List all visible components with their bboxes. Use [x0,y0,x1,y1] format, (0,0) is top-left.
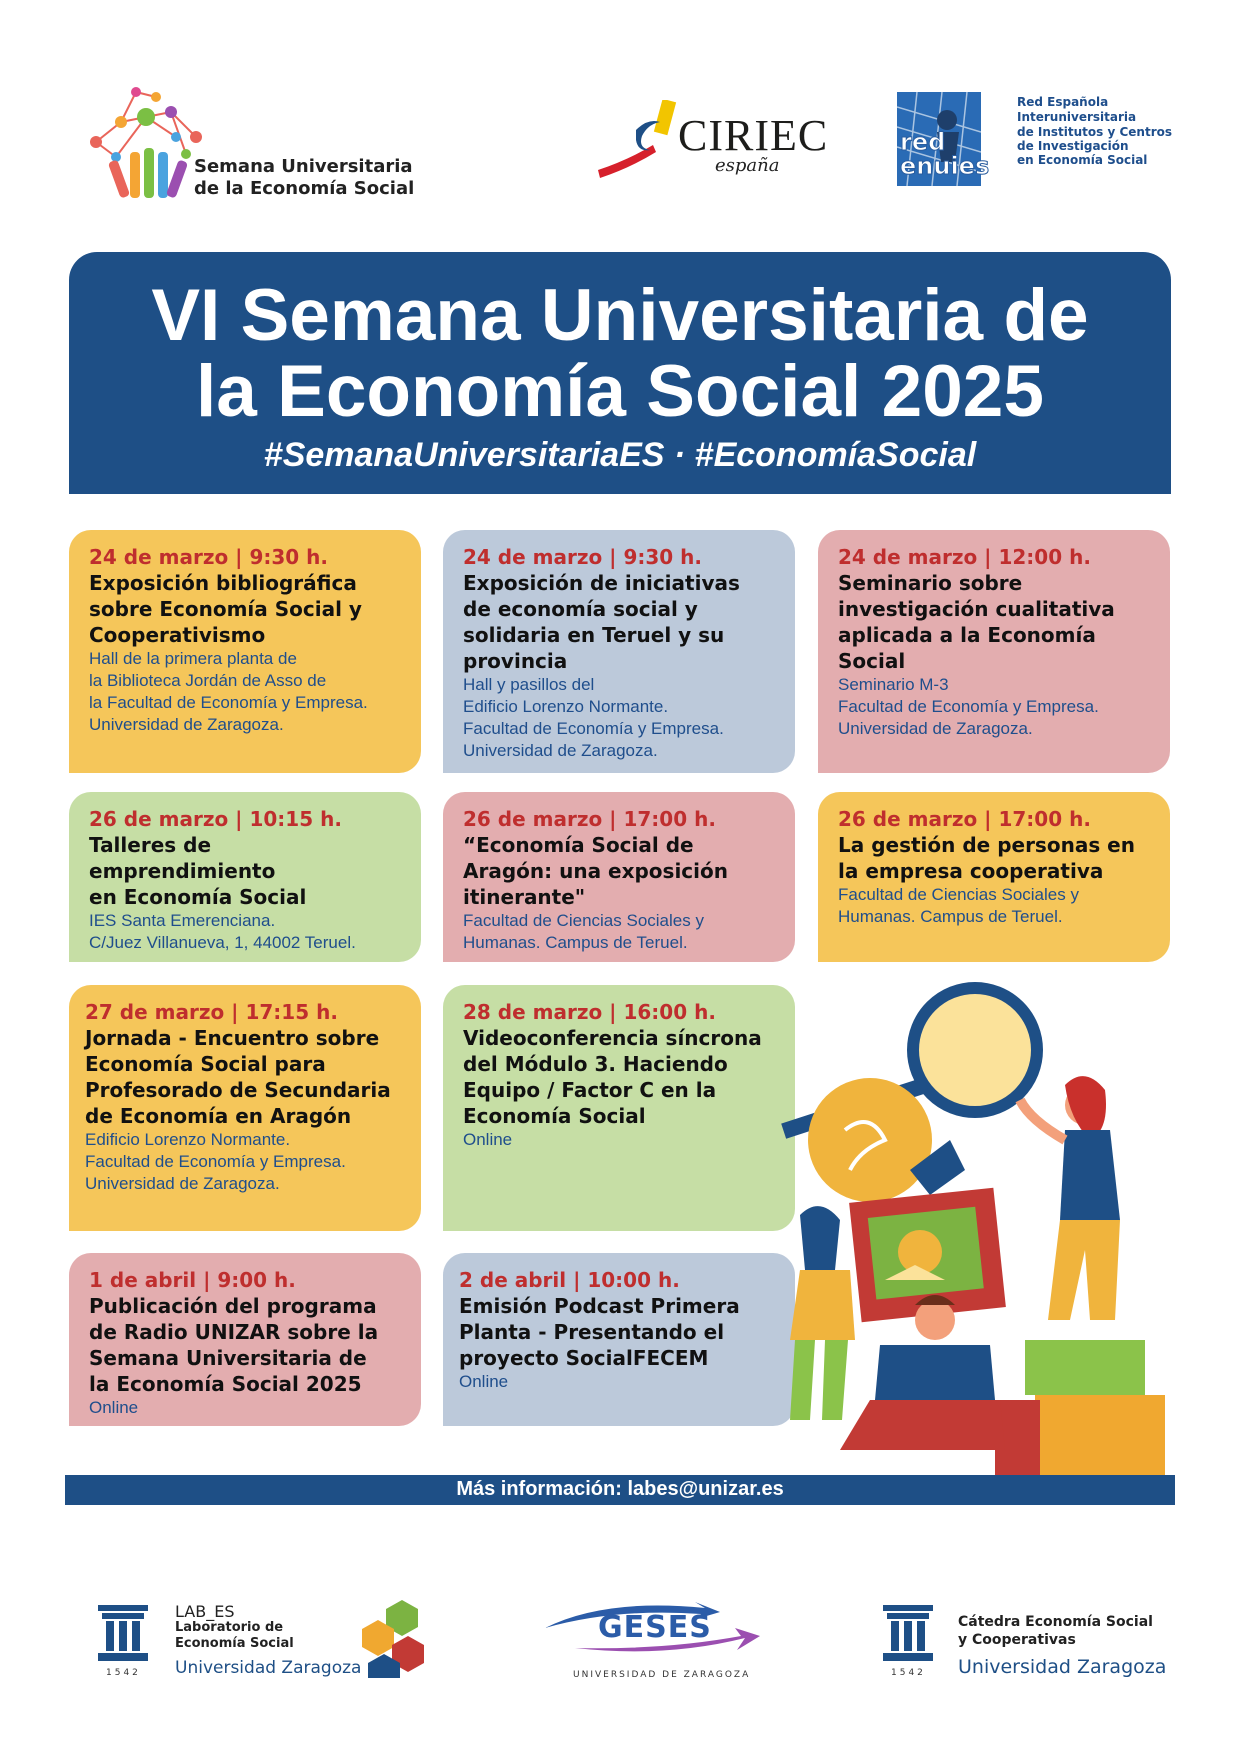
event-location-line: Humanas. Campus de Teruel. [463,933,688,952]
event-location-line: Seminario M-3 [838,675,949,694]
event-card [69,985,421,1231]
event-date: 26 de marzo | 10:15 h. [89,807,342,831]
event-location-line: Facultad de Ciencias Sociales y [838,885,1079,904]
event-title-line: Emisión Podcast Primera [459,1294,740,1318]
event-title-line: investigación cualitativa [838,597,1115,621]
event-title-line: Exposición bibliográfica [89,571,357,595]
page-title-line2: la Economía Social 2025 [195,351,1045,432]
event-card [818,530,1170,773]
event-title-line: Talleres de [89,833,212,857]
event-title-line: Profesorado de Secundaria [85,1078,391,1102]
event-location-line: Online [89,1398,139,1417]
event-title-line: de economía social y [463,597,698,621]
event-location-line: Edificio Lorenzo Normante. [85,1130,291,1149]
labes-logo-line4: Universidad Zaragoza [175,1658,362,1678]
more-info-bar [65,1475,1175,1505]
enuies-desc-line: Interuniversitaria [1017,110,1137,124]
event-location-line: Hall de la primera planta de [89,649,297,668]
hashtags: #SemanaUniversitariaES · #EconomíaSocial [263,436,977,474]
labes-logo-line1: LAB_ES [175,1602,235,1621]
page-title-line1: VI Semana Universitaria de [151,275,1089,356]
event-title-line: en Economía Social [89,885,307,909]
sues-logo-line2: de la Economía Social [194,178,415,199]
event-location-line: Universidad de Zaragoza. [85,1174,280,1193]
event-location-line: Online [459,1372,509,1391]
event-date: 1 de abril | 9:00 h. [89,1268,296,1292]
event-card [443,530,795,773]
event-date: 26 de marzo | 17:00 h. [463,807,716,831]
event-card [443,1253,795,1426]
enuies-desc-line: en Economía Social [1017,153,1148,167]
event-title-line: La gestión de personas en [838,833,1135,857]
event-title-line: Equipo / Factor C en la [463,1078,717,1102]
labes-logo-line2: Laboratorio de [175,1620,284,1635]
event-title-line: itinerante" [463,885,586,909]
geses-wordmark: GESES [598,1610,712,1645]
catedra-logo-line2: y Cooperativas [958,1632,1076,1648]
event-title-line: proyecto SocialFECEM [459,1346,709,1370]
ciriec-swoosh-icon [598,100,688,180]
enuies-wordmark-red: red [900,128,946,156]
event-title-line: provincia [463,649,568,673]
founding-year: 1542 [891,1668,926,1678]
event-title-line: Jornada - Encuentro sobre [85,1026,380,1050]
event-title-line: de Radio UNIZAR sobre la [89,1320,379,1344]
event-location-line: Universidad de Zaragoza. [838,719,1033,738]
event-card [69,792,421,962]
event-location-line: la Biblioteca Jordán de Asso de [89,671,327,690]
enuies-desc-line: de Investigación [1017,139,1129,153]
event-location-line: Facultad de Ciencias Sociales y [463,911,704,930]
event-title-line: Planta - Presentando el [459,1320,725,1344]
event-location-line: Hall y pasillos del [463,675,595,694]
event-date: 27 de marzo | 17:15 h. [85,1000,338,1024]
event-title-line: emprendimiento [89,859,276,883]
ciriec-wordmark: CIRIEC [678,111,829,160]
event-title-line: Cooperativismo [89,623,266,647]
labes-logo-line3: Economía Social [175,1636,294,1651]
event-title-line: “Economía Social de [463,833,694,857]
event-location-line: Facultad de Economía y Empresa. [463,719,724,738]
catedra-logo-line3: Universidad Zaragoza [958,1656,1167,1678]
university-tower-icon [98,1605,148,1661]
enuies-desc-line: Red Española [1017,95,1109,109]
event-location-line: Humanas. Campus de Teruel. [838,907,1063,926]
event-location-line: Universidad de Zaragoza. [463,741,658,760]
event-location-line: Edificio Lorenzo Normante. [463,697,669,716]
event-title-line: Seminario sobre [838,571,1023,595]
network-tree-icon [76,82,206,202]
event-location-line: la Facultad de Economía y Empresa. [89,693,368,712]
event-header [69,252,1171,494]
event-date: 26 de marzo | 17:00 h. [838,807,1091,831]
event-date: 28 de marzo | 16:00 h. [463,1000,716,1024]
event-title-line: Publicación del programa [89,1294,377,1318]
event-title-line: Social [838,649,906,673]
sues-logo-line1: Semana Universitaria [194,156,413,177]
event-date: 24 de marzo | 12:00 h. [838,545,1091,569]
event-title-line: Semana Universitaria de [89,1346,367,1370]
catedra-logo-line1: Cátedra Economía Social [958,1614,1153,1630]
event-title-line: Exposición de iniciativas [463,571,740,595]
event-card [69,1253,421,1426]
event-title-line: Videoconferencia síncrona [463,1026,762,1050]
enuies-wordmark-enuies: enuies [900,152,990,180]
event-location-line: Online [463,1130,513,1149]
event-card [818,792,1170,962]
event-location-line: Universidad de Zaragoza. [89,715,284,734]
event-title-line: de Economía en Aragón [85,1104,352,1128]
event-title-line: Aragón: una exposición [463,859,728,883]
event-title-line: la empresa cooperativa [838,859,1104,883]
university-tower-icon [883,1605,933,1661]
hexagon-cluster-icon [360,1598,430,1678]
event-title-line: la Economía Social 2025 [89,1372,362,1396]
event-card [443,792,795,962]
geses-subtitle: UNIVERSIDAD DE ZARAGOZA [573,1670,751,1680]
event-date: 24 de marzo | 9:30 h. [89,545,328,569]
event-date: 2 de abril | 10:00 h. [459,1268,680,1292]
enuies-desc-line: de Institutos y Centros [1017,125,1173,139]
event-location-line: C/Juez Villanueva, 1, 44002 Teruel. [89,933,356,952]
more-info-email[interactable]: Más información: labes@unizar.es [456,1478,784,1500]
event-title-line: sobre Economía Social y [89,597,362,621]
event-title-line: Economía Social para [85,1052,326,1076]
event-title-line: del Módulo 3. Haciendo [463,1052,728,1076]
event-card [69,530,421,773]
event-location-line: Facultad de Economía y Empresa. [838,697,1099,716]
event-card [443,985,795,1231]
event-location-line: IES Santa Emerenciana. [89,911,276,930]
event-title-line: solidaria en Teruel y su [463,623,725,647]
teamwork-illustration [780,980,1180,1480]
event-title-line: aplicada a la Economía [838,623,1096,647]
founding-year: 1542 [106,1668,141,1678]
ciriec-subtitle: españa [715,155,780,176]
event-date: 24 de marzo | 9:30 h. [463,545,702,569]
event-title-line: Economía Social [463,1104,646,1128]
event-location-line: Facultad de Economía y Empresa. [85,1152,346,1171]
